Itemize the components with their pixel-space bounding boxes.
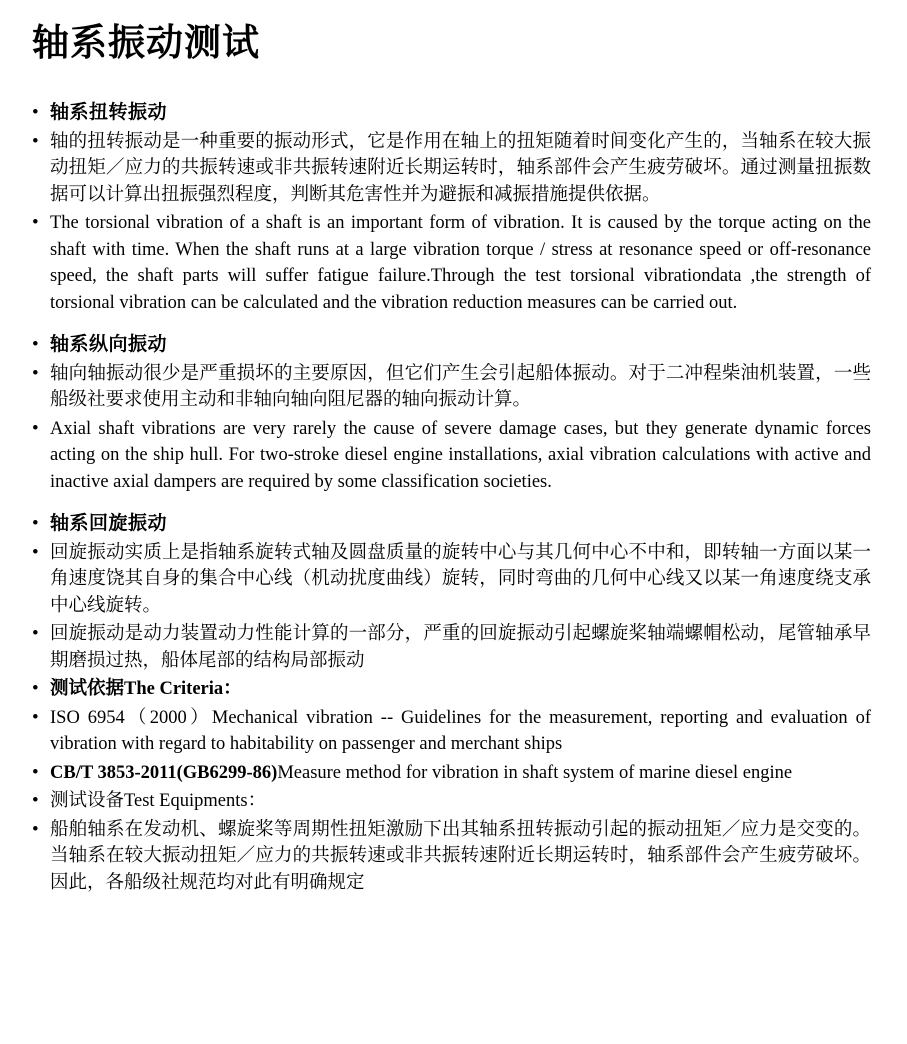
bullet-icon: • xyxy=(32,362,39,384)
bullet-icon: • xyxy=(32,761,39,783)
bullet-icon: • xyxy=(32,623,39,645)
test-equipments-heading: 测试设备Test Equipments： xyxy=(50,791,267,812)
section-heading-whirling: 轴系回旋振动 xyxy=(50,513,168,535)
list-item xyxy=(26,760,877,787)
page-title: 轴系振动测试 xyxy=(32,23,260,64)
paragraph-axial-en: Axial shaft vibrations are very rarely the cause of severe damage cases, but they generate dynamic forces acting on the ship hull. For two-stroke diesel engine installations, axial vibration calculations with active and inactive axial dampers are required by some classification societies. xyxy=(50,418,871,492)
bullet-icon: • xyxy=(32,818,39,840)
bullet-icon: • xyxy=(32,541,39,563)
criteria-iso-6954: ISO 6954（2000）Mechanical vibration -- Guidelines for the measurement, reporting and evaluation of vibration with regard to habitability on passenger and merchant ships xyxy=(50,707,871,755)
paragraph-test-equipments-cn: 船舶轴系在发动机、螺旋桨等周期性扭矩激励下出其轴系扭转振动引起的振动扭矩／应力是交变的。当轴系在较大振动扭矩／应力的共振转速或非共振转速附近长期运转时，轴系部件会产生疲劳破坏。因此，各船级社规范均对此有明确规定 xyxy=(50,819,871,893)
list-item xyxy=(26,100,877,127)
criteria-heading: 测试依据The Criteria： xyxy=(50,679,242,700)
list-item xyxy=(26,788,877,815)
paragraph-torsional-en: The torsional vibration of a shaft is an important form of vibration. It is caused by the torque acting on the shaft with time. When the shaft runs at a large vibration torque / stress at resonance speed or off-resonance speed, the shaft parts will suffer fatigue failure.Through the test torsional vibrationdata ,the strength of torsional vibration can be calculated and the vibration reduction measures can be carried out. xyxy=(50,213,871,313)
list-item xyxy=(26,361,877,414)
paragraph-axial-cn: 轴向轴振动很少是严重损坏的主要原因，但它们产生会引起船体振动。对于二冲程柴油机装置，一些船级社要求使用主动和非轴向轴向阻尼器的轴向振动计算。 xyxy=(50,363,871,411)
bullet-icon: • xyxy=(32,130,39,152)
list-item xyxy=(26,210,877,316)
list-item xyxy=(26,511,877,538)
list-item xyxy=(26,129,877,209)
paragraph-whirling-cn-2: 回旋振动是动力装置动力性能计算的一部分，严重的回旋振动引起螺旋桨轴端螺帽松动，尾管轴承早期磨损过热，船体尾部的结构局部振动 xyxy=(50,624,871,671)
section-heading-axial: 轴系纵向振动 xyxy=(50,334,168,356)
bullet-icon: • xyxy=(32,513,39,535)
list-item xyxy=(26,621,877,674)
section-spacer xyxy=(26,318,877,332)
criteria-cbt-3853-code: CB/T 3853-2011(GB6299-86) xyxy=(50,762,278,783)
bullet-icon: • xyxy=(32,790,39,812)
paragraph-whirling-cn-1: 回旋振动实质上是指轴系旋转式轴及圆盘质量的旋转中心与其几何中心不中和，即转轴一方面以某一角速度饶其自身的集合中心线（机动扰度曲线）旋转，同时弯曲的几何中心线又以某一角速度绕支承中心线旋转。 xyxy=(50,542,871,616)
list-item xyxy=(26,332,877,359)
paragraph-torsional-cn: 轴的扭转振动是一种重要的振动形式，它是作用在轴上的扭矩随着时间变化产生的，当轴系在较大振动扭矩／应力的共振转速或非共振转速附近长期运转时，轴系部件会产生疲劳破坏。通过测量扭振数据可以计算出扭振强烈程度，判断其危害性并为避振和减振措施提供依据。 xyxy=(50,131,871,205)
section-spacer xyxy=(26,497,877,511)
list-item xyxy=(26,676,877,703)
bullet-icon: • xyxy=(32,102,39,124)
criteria-cbt-3853 xyxy=(50,760,877,787)
list-item xyxy=(26,705,877,758)
criteria-cbt-3853-text: Measure method for vibration in shaft system of marine diesel engine xyxy=(277,762,793,783)
content-bullet-list xyxy=(26,100,877,896)
list-item xyxy=(26,540,877,620)
bullet-icon: • xyxy=(32,706,39,728)
bullet-icon: • xyxy=(32,417,39,439)
list-item xyxy=(26,817,877,897)
list-item xyxy=(26,416,877,496)
bullet-icon: • xyxy=(32,212,39,234)
bullet-icon: • xyxy=(32,334,39,356)
bullet-icon: • xyxy=(32,678,39,700)
section-heading-torsional: 轴系扭转振动 xyxy=(50,102,168,124)
